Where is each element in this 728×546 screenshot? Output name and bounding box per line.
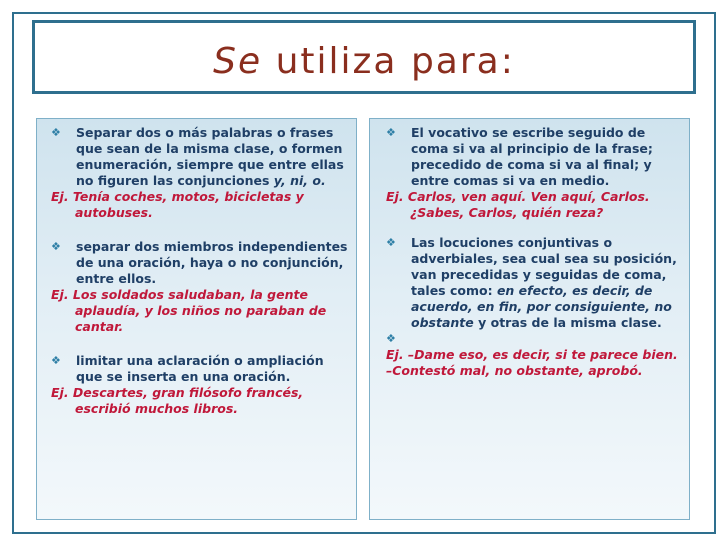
example-text: Ej. Carlos, ven aquí. Ven aquí, Carlos. ¿Sabes, Carlos, quién reza? — [386, 189, 650, 220]
empty-list-item — [386, 331, 681, 347]
conjunctions: y, ni, o. — [273, 173, 326, 188]
item-text: El vocativo se escribe seguido de coma si va al principio de la frase; precedido de coma si va al final; y entre comas si va en medio. — [411, 125, 653, 188]
diamond-bullet-icon: ❖ — [51, 354, 61, 367]
item-text: Las locuciones conjuntivas o adverbiales, sea cual sea su posición, van precedidas y seguidas de coma, tales como: — [411, 235, 677, 298]
item-text: separar dos miembros independientes de una oración, haya o no conjunción, entre ellos. — [76, 239, 348, 286]
example-text: Ej. Tenía coches, motos, bicicletas y autobuses. — [51, 189, 304, 220]
diamond-bullet-icon: ❖ — [386, 332, 396, 345]
item-text-end: y otras de la misma clase. — [473, 315, 662, 330]
list-item — [386, 235, 681, 331]
example-text: Ej. Los soldados saludaban, la gente aplaudía, y los niños no paraban de cantar. — [51, 287, 327, 334]
right-column — [369, 118, 690, 520]
left-column — [36, 118, 357, 520]
diamond-bullet-icon: ❖ — [386, 236, 396, 249]
list-item — [51, 353, 348, 385]
diamond-bullet-icon: ❖ — [51, 240, 61, 253]
list-item — [51, 239, 348, 287]
diamond-bullet-icon: ❖ — [51, 126, 61, 139]
item-emphasis: en efecto, es decir, de acuerdo, en fin, por consiguiente, no obstante — [411, 283, 672, 330]
title-se: Se — [213, 41, 263, 82]
slide-title — [35, 41, 693, 82]
list-item — [386, 125, 681, 189]
title-box — [32, 20, 696, 94]
item-text: Separar dos o más palabras o frases que sean de la misma clase, o formen enumeración, siempre que entre ellas no figuren las conjunciones — [76, 125, 344, 188]
example-text: –Contestó mal, no obstante, aprobó. — [386, 363, 643, 378]
item-text: limitar una aclaración o ampliación que se inserta en una oración. — [76, 353, 324, 384]
example-text: Ej. Descartes, gran filósofo francés, escribió muchos libros. — [51, 385, 304, 416]
title-rest: utiliza para: — [262, 41, 515, 82]
list-item — [51, 125, 348, 189]
example-text: Ej. –Dame eso, es decir, si te parece bien. — [386, 347, 678, 362]
diamond-bullet-icon: ❖ — [386, 126, 396, 139]
